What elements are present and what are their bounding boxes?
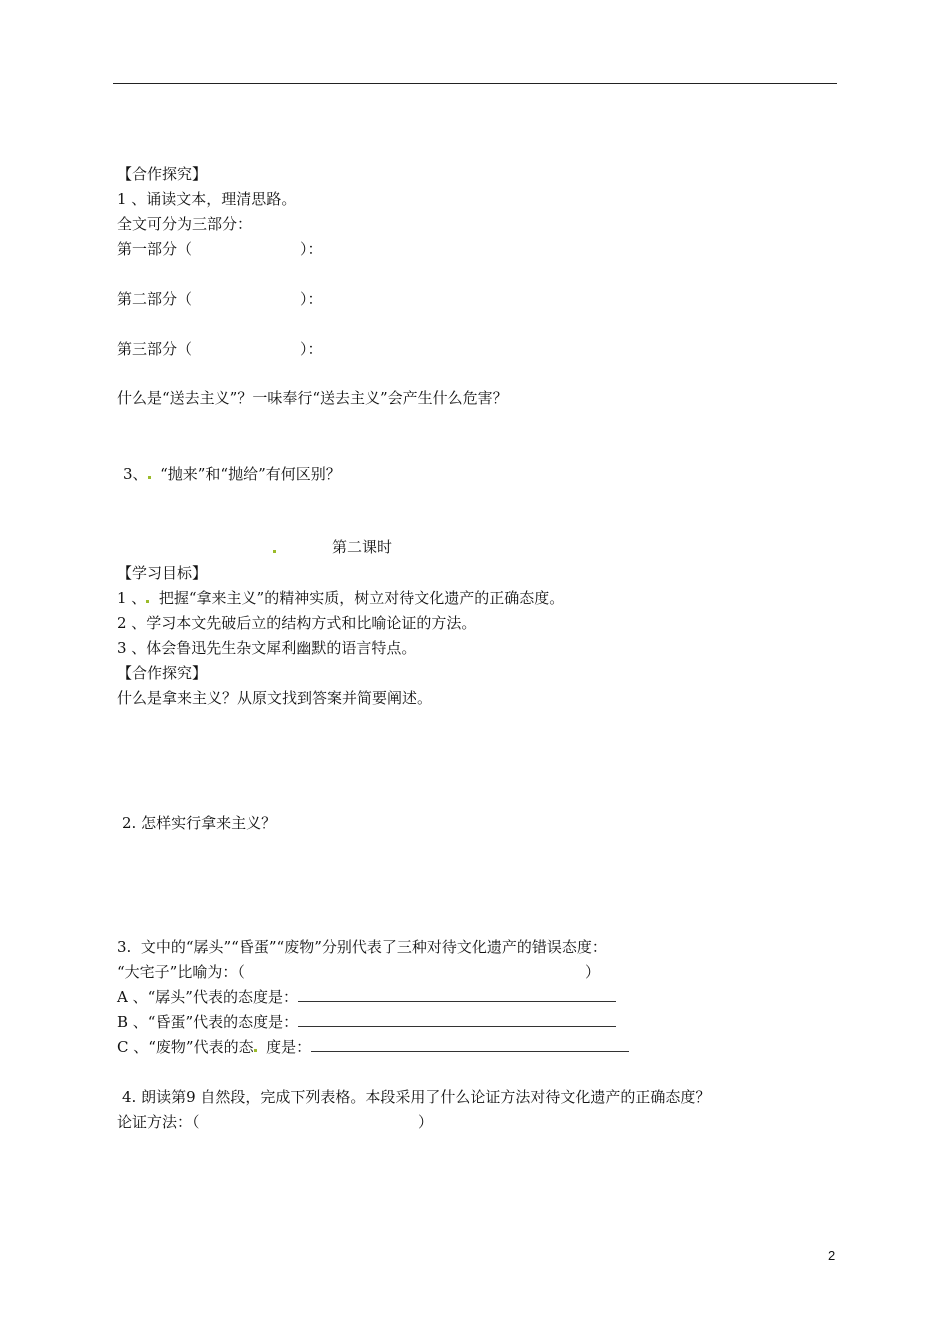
- attitude-a-label: A 、“孱头”代表的态度是：: [117, 988, 298, 1006]
- answer-blank-c[interactable]: [311, 1037, 629, 1052]
- goal-1: [117, 588, 564, 608]
- marker-dot-icon: [254, 1049, 257, 1052]
- goal-1-text: 把握“拿来主义”的精神实质，树立对待文化遗产的正确态度。: [158, 589, 565, 607]
- part-2-label: 第二部分（: [117, 290, 193, 308]
- part-3-close: ）：: [300, 340, 323, 358]
- explore-heading: 【合作探究】: [117, 664, 208, 682]
- method-label: 论证方法：（: [117, 1113, 200, 1131]
- marker-dot-icon: [273, 550, 276, 553]
- question-2: 什么是“送去主义”？一味奉行“送去主义”会产生什么危害？: [117, 389, 508, 407]
- attitude-a: [117, 987, 616, 1007]
- big-house-label: “大宅子”比喻为：（: [117, 963, 245, 981]
- question-3: [123, 464, 341, 484]
- answer-blank-b[interactable]: [298, 1012, 616, 1027]
- goal-1-number: 1 、: [117, 589, 147, 607]
- question-3-number: 3、: [123, 465, 148, 483]
- marker-dot-icon: [146, 600, 149, 603]
- attitude-c-label-2: 度是：: [266, 1038, 312, 1056]
- header-rule: [113, 83, 837, 84]
- marker-dot-icon: [148, 476, 151, 479]
- lesson2-question-3: 3. 文中的“孱头”“昏蛋”“废物”分别代表了三种对待文化遗产的错误态度：: [117, 938, 607, 956]
- page-number: 2: [828, 1248, 836, 1263]
- big-house-close: ）: [585, 963, 601, 981]
- lesson2-question-2: 2. 怎样实行拿来主义？: [122, 814, 277, 832]
- attitude-b: [117, 1012, 616, 1032]
- part-1-label: 第一部分（: [117, 240, 193, 258]
- attitude-b-label: B 、“昏蛋”代表的态度是：: [117, 1013, 299, 1031]
- part-1-close: ）：: [300, 240, 323, 258]
- question-1: 1 、诵读文本，理清思路。: [117, 190, 297, 208]
- lesson-title: 第二课时: [332, 538, 393, 556]
- goal-2: 2 、学习本文先破后立的结构方式和比喻论证的方法。: [117, 614, 477, 632]
- part-2-close: ）：: [300, 290, 323, 308]
- method-close: ）: [418, 1113, 434, 1131]
- section-heading: 【合作探究】: [117, 165, 208, 183]
- lesson2-question-4: 4. 朗读第9 自然段，完成下列表格。本段采用了什么论证方法对待文化遗产的正确态度？: [122, 1088, 711, 1106]
- goals-heading: 【学习目标】: [117, 564, 208, 582]
- answer-blank-a[interactable]: [298, 987, 616, 1002]
- lesson2-question-1: 什么是拿来主义？从原文找到答案并简要阐述。: [117, 689, 433, 707]
- goal-3: 3 、体会鲁迅先生杂文犀利幽默的语言特点。: [117, 639, 417, 657]
- part-3-label: 第三部分（: [117, 340, 193, 358]
- question-3-text: “抛来”和“抛给”有何区别？: [160, 465, 341, 483]
- attitude-c-label-1: C 、“废物”代表的态: [117, 1038, 254, 1056]
- attitude-c: [117, 1037, 629, 1057]
- question-1-subtext: 全文可分为三部分：: [117, 215, 253, 233]
